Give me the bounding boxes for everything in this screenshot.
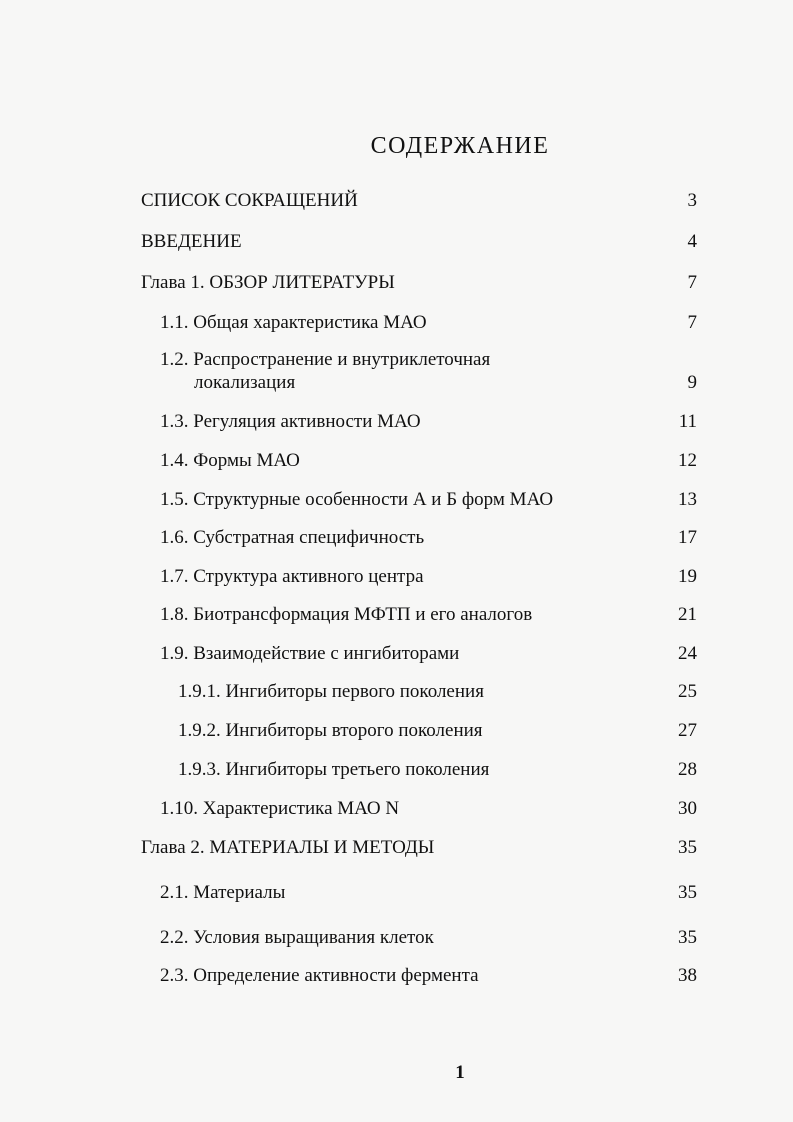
toc-entry-page: 21 bbox=[678, 604, 697, 625]
toc-entry-page: 38 bbox=[678, 965, 697, 986]
toc-entry-label: 1.6. Субстратная специфичность bbox=[160, 527, 425, 548]
toc-entry-label: 2.3. Определение активности фермента bbox=[160, 965, 479, 986]
toc-entry-page: 28 bbox=[678, 759, 697, 780]
toc-entry-label: 1.9.2. Ингибиторы второго поколения bbox=[178, 720, 483, 741]
toc-entry-page: 19 bbox=[678, 566, 697, 587]
toc-entry-label: 1.1. Общая характеристика МАО bbox=[160, 312, 427, 333]
toc-entry-label: Глава 2. МАТЕРИАЛЫ И МЕТОДЫ bbox=[141, 837, 435, 858]
toc-entry-page: 25 bbox=[678, 681, 697, 702]
toc-entry-page: 4 bbox=[687, 231, 697, 252]
toc-entry-page: 11 bbox=[678, 411, 697, 432]
toc-entry-label: ВВЕДЕНИЕ bbox=[141, 231, 242, 252]
toc-entry-page: 12 bbox=[678, 450, 697, 471]
toc-entry-page: 24 bbox=[678, 643, 697, 664]
page-title: СОДЕРЖАНИЕ bbox=[370, 133, 550, 159]
toc-entry-page: 7 bbox=[687, 272, 697, 293]
toc-entry-label: 2.2. Условия выращивания клеток bbox=[160, 927, 434, 948]
toc-entry-page: 30 bbox=[678, 798, 697, 819]
toc-entry-label: 1.8. Биотрансформация МФТП и его аналогов bbox=[160, 604, 533, 625]
toc-entry-page: 27 bbox=[678, 720, 697, 741]
toc-entry-label: 2.1. Материалы bbox=[160, 882, 286, 903]
toc-entry-label: СПИСОК СОКРАЩЕНИЙ bbox=[141, 190, 358, 211]
toc-entry-label: 1.7. Структура активного центра bbox=[160, 566, 424, 587]
toc-entry-label: 1.5. Структурные особенности А и Б форм МАО bbox=[160, 489, 554, 510]
toc-entry-label-line-1: 1.2. Распространение и внутриклеточная bbox=[160, 349, 491, 370]
toc-entry-label bbox=[160, 348, 490, 394]
page-number: 1 bbox=[455, 1062, 465, 1083]
toc-entry-page: 17 bbox=[678, 527, 697, 548]
toc-entry-label: 1.9. Взаимодействие с ингибиторами bbox=[160, 643, 460, 664]
toc-entry-label: Глава 1. ОБЗОР ЛИТЕРАТУРЫ bbox=[141, 272, 395, 293]
toc-entry-page: 3 bbox=[687, 190, 697, 211]
toc-entry-page: 35 bbox=[678, 837, 697, 858]
toc-entry-page: 7 bbox=[687, 312, 697, 333]
toc-entry-page: 13 bbox=[678, 489, 697, 510]
toc-entry-label: 1.9.1. Ингибиторы первого поколения bbox=[178, 681, 484, 702]
toc-entry-label: 1.9.3. Ингибиторы третьего поколения bbox=[178, 759, 490, 780]
toc-entry-label-line-2: локализация bbox=[194, 372, 296, 393]
toc-entry-label: 1.4. Формы МАО bbox=[160, 450, 300, 471]
toc-entry-label: 1.10. Характеристика МАО N bbox=[160, 798, 400, 819]
toc-entry-page: 35 bbox=[678, 927, 697, 948]
toc-entry-page: 9 bbox=[687, 372, 697, 393]
toc-entry-label: 1.3. Регуляция активности МАО bbox=[160, 411, 421, 432]
toc-entry-page: 35 bbox=[678, 882, 697, 903]
